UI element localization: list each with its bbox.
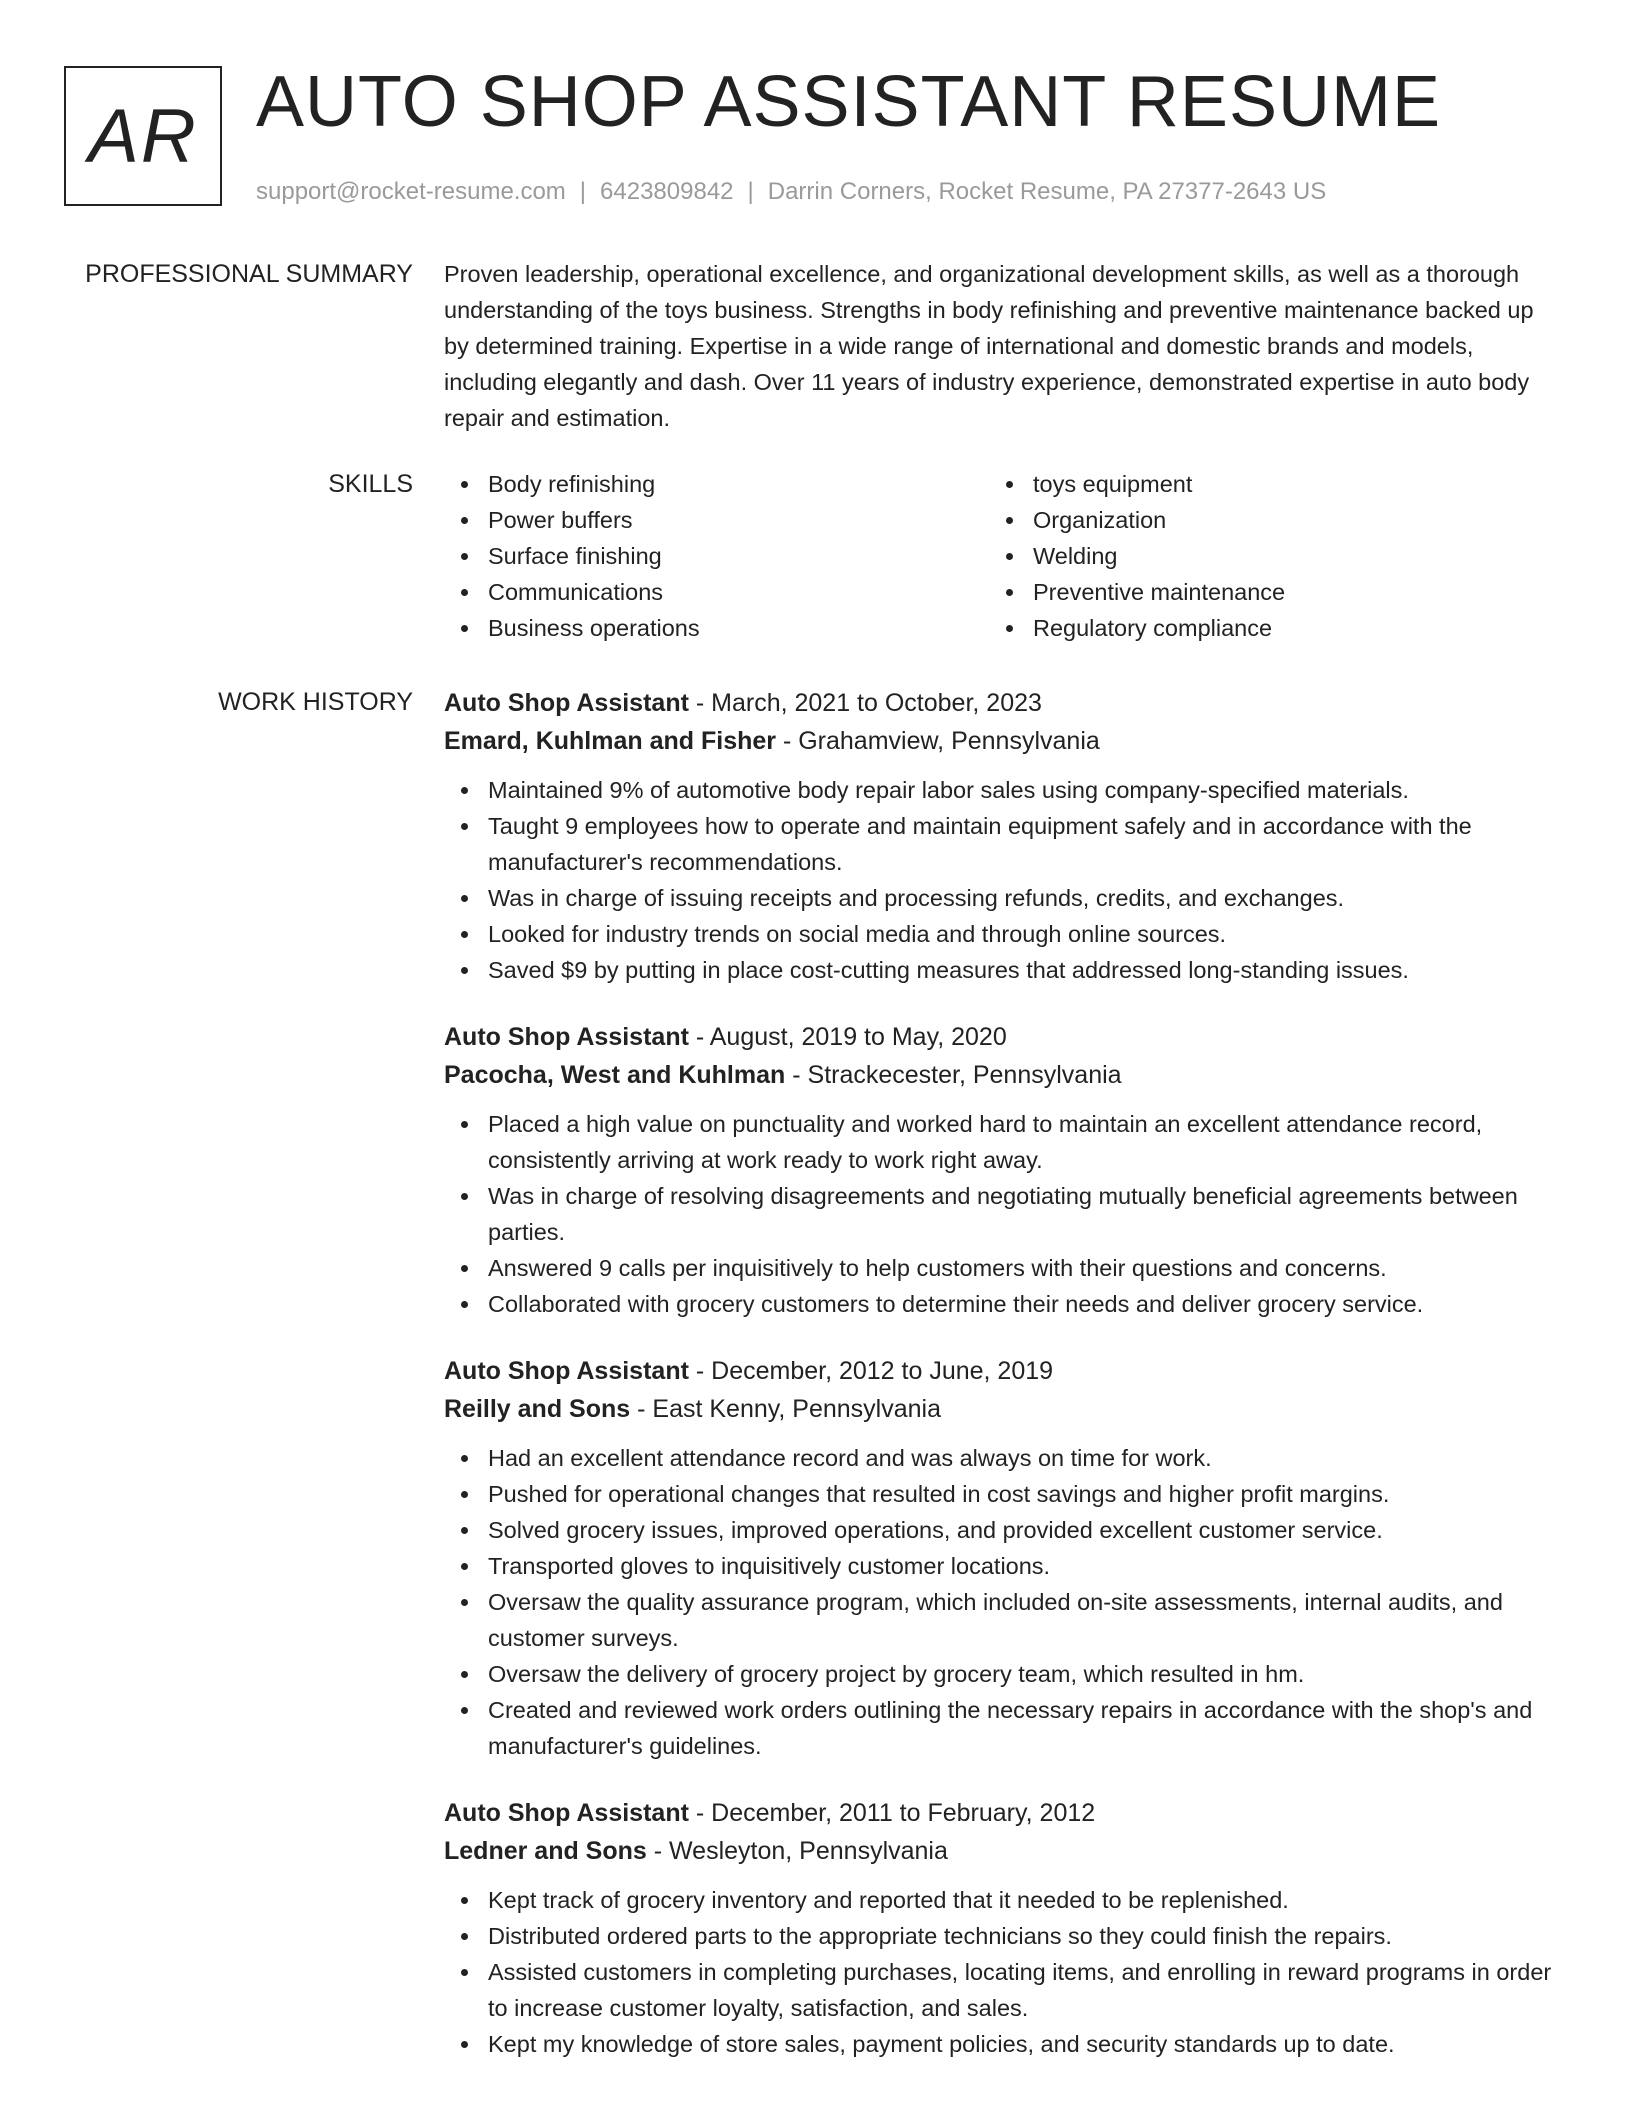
- job-title-line: [444, 1018, 1554, 1056]
- skill-item: Business operations: [444, 610, 989, 646]
- job-bullet: Kept track of grocery inventory and reported that it needed to be replenished.: [444, 1882, 1554, 1918]
- skill-item: Regulatory compliance: [989, 610, 1534, 646]
- job-bullet: Oversaw the delivery of grocery project by grocery team, which resulted in hm.: [444, 1656, 1554, 1692]
- summary-body: [444, 256, 1554, 436]
- job-bullet: Looked for industry trends on social media and through online sources.: [444, 916, 1554, 952]
- job-bullets: [444, 1106, 1554, 1322]
- job-bullet: Taught 9 employees how to operate and maintain equipment safely and in accordance with the manufacturer's recommendations.: [444, 808, 1554, 880]
- job-bullet: Collaborated with grocery customers to determine their needs and deliver grocery service.: [444, 1286, 1554, 1322]
- job-title-line: [444, 684, 1554, 722]
- job-location: - East Kenny, Pennsylvania: [630, 1395, 941, 1423]
- skill-item: Surface finishing: [444, 538, 989, 574]
- skill-item: Preventive maintenance: [989, 574, 1534, 610]
- contact-phone: 6423809842: [600, 178, 734, 205]
- monogram-logo: [64, 66, 222, 206]
- job-dates: - August, 2019 to May, 2020: [688, 1023, 1007, 1051]
- job-bullet: Had an excellent attendance record and was always on time for work.: [444, 1440, 1554, 1476]
- job-company-line: [444, 722, 1554, 760]
- job-dates: - December, 2012 to June, 2019: [688, 1357, 1054, 1385]
- job-bullet: Created and reviewed work orders outlining the necessary repairs in accordance with the shop's and manufacturer's guidelines.: [444, 1692, 1554, 1764]
- section-label-summary: PROFESSIONAL SUMMARY: [85, 260, 413, 288]
- skill-item: Organization: [989, 502, 1534, 538]
- skills-body: [444, 466, 1554, 646]
- job-company-line: [444, 1832, 1554, 1870]
- job-title: Auto Shop Assistant: [444, 1357, 689, 1385]
- skills-list-left: [444, 466, 989, 646]
- job-bullet: Answered 9 calls per inquisitively to help customers with their questions and concerns.: [444, 1250, 1554, 1286]
- skill-item: Communications: [444, 574, 989, 610]
- job-company-line: [444, 1056, 1554, 1094]
- job-entry: [444, 1794, 1554, 2062]
- job-title-line: [444, 1352, 1554, 1390]
- skill-item: Welding: [989, 538, 1534, 574]
- initials: AR: [88, 93, 198, 179]
- job-bullet: Distributed ordered parts to the appropriate technicians so they could finish the repairs.: [444, 1918, 1554, 1954]
- job-bullets: [444, 1882, 1554, 2062]
- job-bullet: Saved $9 by putting in place cost-cutting measures that addressed long-standing issues.: [444, 952, 1554, 988]
- section-label-skills: SKILLS: [328, 470, 413, 498]
- job-bullet: Assisted customers in completing purchases, locating items, and enrolling in reward programs in order to increase customer loyalty, satisfaction, and sales.: [444, 1954, 1554, 2026]
- job-bullet: Was in charge of resolving disagreements and negotiating mutually beneficial agreements between parties.: [444, 1178, 1554, 1250]
- job-dates: - December, 2011 to February, 2012: [688, 1799, 1096, 1827]
- summary-text: Proven leadership, operational excellence, and organizational development skills, as well as a thorough understanding of the toys business. Strengths in body refinishing and preventive maintenance backed up by determined training. Expertise in a wide range of international and domestic brands and models, including elegantly and dash. Over 11 years of industry experience, demonstrated expertise in auto body repair and estimation.: [444, 261, 1534, 431]
- skill-item: Body refinishing: [444, 466, 989, 502]
- job-company: Emard, Kuhlman and Fisher: [444, 727, 777, 755]
- job-company: Ledner and Sons: [444, 1837, 647, 1865]
- job-title-line: [444, 1794, 1554, 1832]
- work-history-body: [444, 684, 1554, 2092]
- skill-item: toys equipment: [989, 466, 1534, 502]
- job-bullets: [444, 1440, 1554, 1764]
- job-bullet: Oversaw the quality assurance program, which included on-site assessments, internal audits, and customer surveys.: [444, 1584, 1554, 1656]
- job-location: - Wesleyton, Pennsylvania: [646, 1837, 948, 1865]
- job-bullet: Was in charge of issuing receipts and processing refunds, credits, and exchanges.: [444, 880, 1554, 916]
- job-entry: [444, 1018, 1554, 1322]
- job-bullets: [444, 772, 1554, 988]
- contact-address: Darrin Corners, Rocket Resume, PA 27377-2643 US: [767, 178, 1327, 205]
- job-company-line: [444, 1390, 1554, 1428]
- job-company: Reilly and Sons: [444, 1395, 631, 1423]
- contact-separator: |: [747, 178, 754, 205]
- job-bullet: Placed a high value on punctuality and worked hard to maintain an excellent attendance record, consistently arriving at work ready to work right away.: [444, 1106, 1554, 1178]
- job-bullet: Maintained 9% of automotive body repair labor sales using company-specified materials.: [444, 772, 1554, 808]
- contact-email: support@rocket-resume.com: [256, 178, 566, 205]
- job-dates: - March, 2021 to October, 2023: [688, 689, 1042, 717]
- page-title: AUTO SHOP ASSISTANT RESUME: [256, 62, 1441, 142]
- job-location: - Strackecester, Pennsylvania: [785, 1061, 1122, 1089]
- job-bullet: Transported gloves to inquisitively customer locations.: [444, 1548, 1554, 1584]
- job-title: Auto Shop Assistant: [444, 1799, 689, 1827]
- job-location: - Grahamview, Pennsylvania: [776, 727, 1100, 755]
- job-bullet: Solved grocery issues, improved operations, and provided excellent customer service.: [444, 1512, 1554, 1548]
- contact-line: [256, 176, 1326, 208]
- skills-list-right: [989, 466, 1534, 646]
- job-company: Pacocha, West and Kuhlman: [444, 1061, 786, 1089]
- skill-item: Power buffers: [444, 502, 989, 538]
- job-entry: [444, 684, 1554, 988]
- job-bullet: Kept my knowledge of store sales, payment policies, and security standards up to date.: [444, 2026, 1554, 2062]
- section-label-work-history: WORK HISTORY: [218, 688, 413, 716]
- job-title: Auto Shop Assistant: [444, 1023, 689, 1051]
- job-title: Auto Shop Assistant: [444, 689, 689, 717]
- contact-separator: |: [579, 178, 587, 205]
- job-bullet: Pushed for operational changes that resulted in cost savings and higher profit margins.: [444, 1476, 1554, 1512]
- job-entry: [444, 1352, 1554, 1764]
